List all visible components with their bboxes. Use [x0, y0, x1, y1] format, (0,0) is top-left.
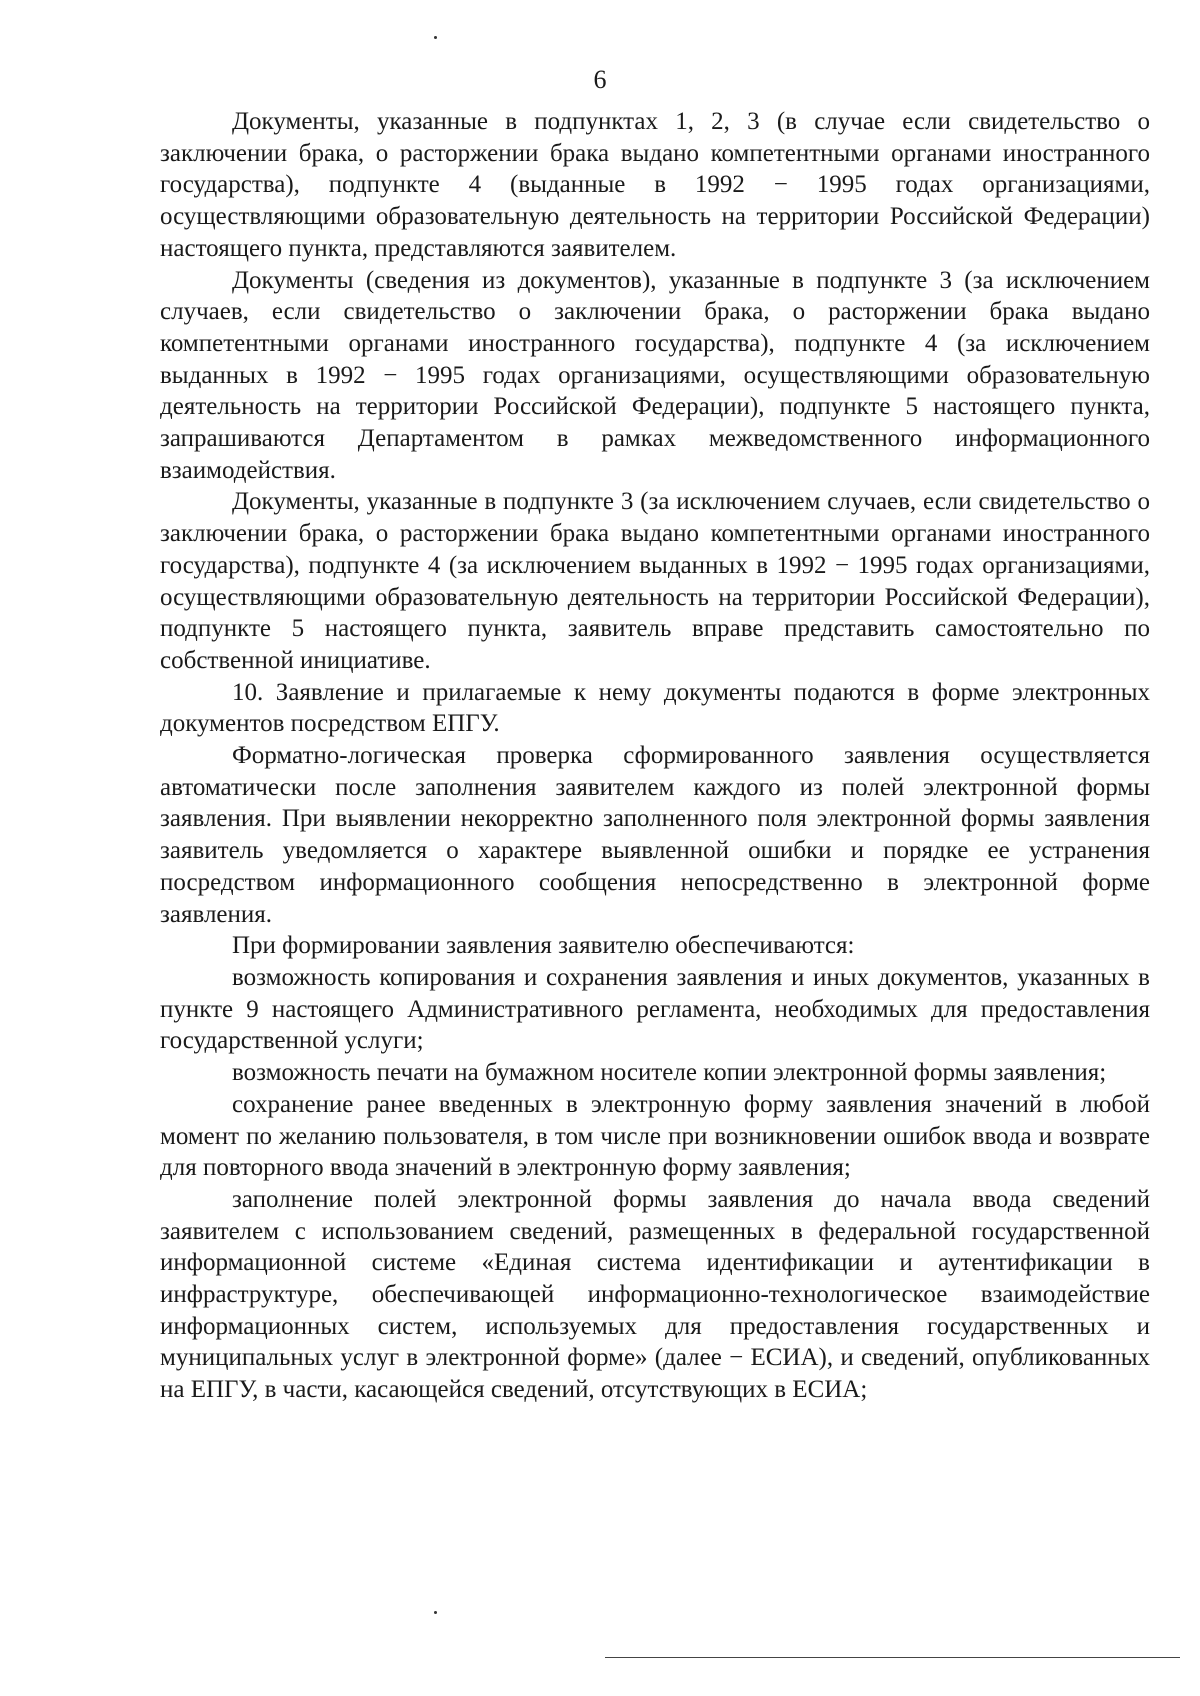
paragraph-format-logical-check: Форматно-логическая проверка сформированного заявления осуществляется автоматически после заполнения заявителем каждого из полей электронной формы заявления. При выявлении некорректно заполненного поля электронной формы заявления заявитель уведомляется о характере выявленной ошибки и порядке ее устранения посредством информационного сообщения непосредственно в электронной форме заявления.	[160, 742, 1150, 928]
paragraph-print-copy: возможность печати на бумажном носителе копии электронной формы заявления;	[232, 1059, 1107, 1087]
paragraph-documents-requested-by-department: Документы (сведения из документов), указанные в подпункте 3 (за исключением случаев, если свидетельство о заключении брака, о расторжении брака выдано компетентными органами иностранного государства), подпункте 4 (за исключением выданных в 1992 − 1995 годах организациями, осуществляющими образовательную деятельность на территории Российской Федерации), подпункте 5 настоящего пункта, запрашиваются Департаментом в рамках межведомственного информационного взаимодействия.	[160, 266, 1150, 484]
scan-dot-bottom	[434, 1611, 437, 1614]
paragraph-item-10-submission: 10. Заявление и прилагаемые к нему документы подаются в форме электронных документов посредством ЕПГУ.	[160, 678, 1150, 738]
paragraph-applicant-provisions-intro: При формировании заявления заявителю обеспечиваются:	[232, 932, 855, 960]
paragraph-save-entered-values: сохранение ранее введенных в электронную форму заявления значений в любой момент по желанию пользователя, в том числе при возникновении ошибок ввода и возврате для повторного ввода значений в электронную форму заявления;	[160, 1090, 1150, 1182]
paragraph-prefill-from-esia: заполнение полей электронной формы заявления до начала ввода сведений заявителем с использованием сведений, размещенных в федеральной государственной информационной системе «Единая система идентификации и аутентификации в инфраструктуре, обеспечивающей информационно-технологическое взаимодействие информационных систем, используемых для предоставления государственных и муниципальных услуг в электронной форме» (далее − ЕСИА), и сведений, опубликованных на ЕПГУ, в части, касающейся сведений, отсутствующих в ЕСИА;	[160, 1185, 1150, 1404]
paragraph-documents-own-initiative: Документы, указанные в подпункте 3 (за исключением случаев, если свидетельство о заключении брака, о расторжении брака выдано компетентными органами иностранного государства), подпункте 4 (за исключением выданных в 1992 − 1995 годах организациями, осуществляющими образовательную деятельность на территории Российской Федерации), подпункте 5 настоящего пункта, заявитель вправе представить самостоятельно по собственной инициативе.	[160, 488, 1150, 674]
paragraph-documents-submitted-by-applicant: Документы, указанные в подпунктах 1, 2, 3 (в случае если свидетельство о заключении брака, о расторжении брака выдано компетентными органами иностранного государства), подпункте 4 (выданные в 1992 − 1995 годах организациями, осуществляющими образовательную деятельность на территории Российской Федерации) настоящего пункта, представляются заявителем.	[160, 108, 1150, 262]
page-number: 6	[593, 65, 607, 94]
footer-rule	[605, 1657, 1180, 1658]
paragraph-copy-and-save: возможность копирования и сохранения заявления и иных документов, указанных в пункте 9 настоящего Административного регламента, необходимых для предоставления государственной услуги;	[160, 963, 1150, 1055]
scan-dot-top	[434, 36, 437, 39]
document-body	[160, 106, 1150, 1406]
